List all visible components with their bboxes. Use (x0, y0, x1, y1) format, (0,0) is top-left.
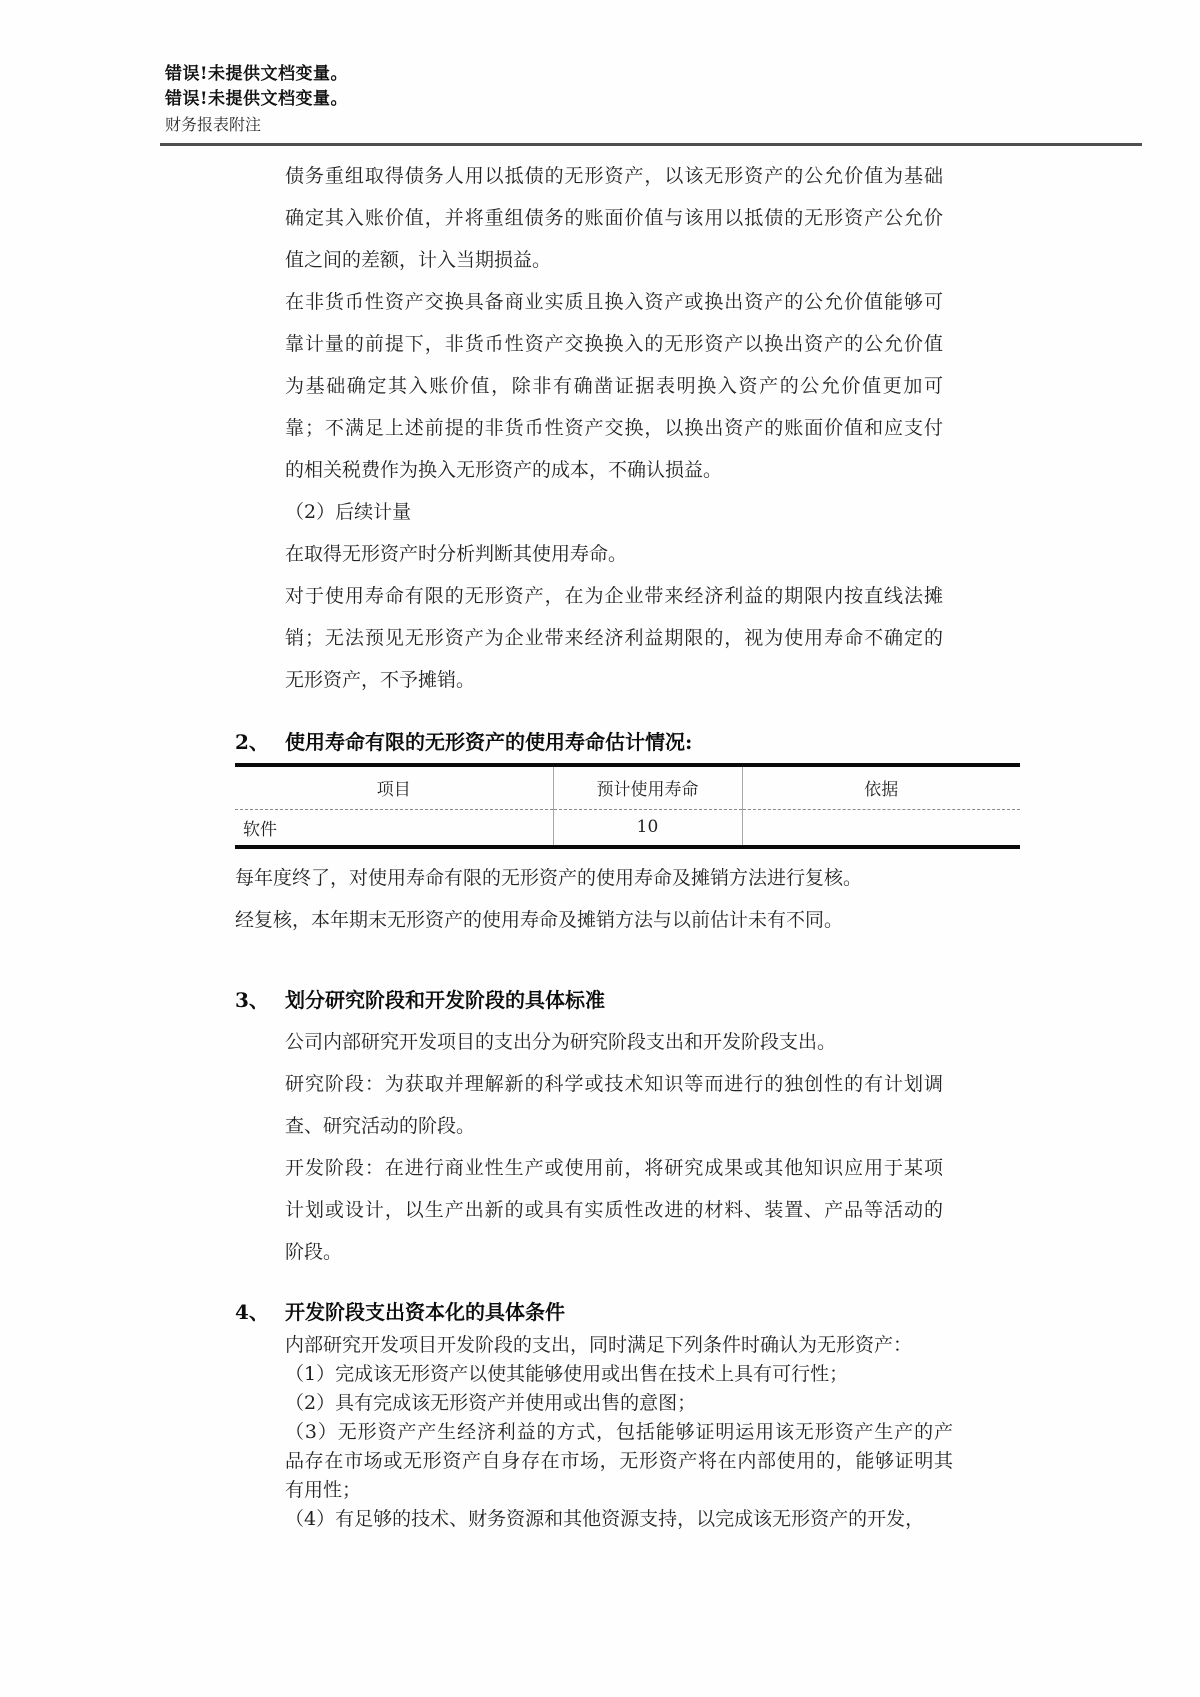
header-error-line-1: 错误!未提供文档变量。 (165, 64, 348, 84)
section-3-number: 3、 (235, 988, 269, 1012)
section-4-title: 开发阶段支出资本化的具体条件 (285, 1300, 565, 1324)
text-line: 研究阶段：为获取并理解新的科学或技术知识等而进行的独创性的有计划调 (285, 1073, 943, 1095)
text-line: 无形资产，不予摊销。 (285, 669, 476, 691)
table-cell-estimated-life: 10 (553, 809, 742, 847)
text-line: 确定其入账价值，并将重组债务的账面价值与该用以抵债的无形资产公允价 (285, 207, 943, 229)
section-2-number: 2、 (235, 730, 269, 754)
section-4-heading (235, 1299, 1020, 1325)
paragraph-condition-4 (285, 1505, 953, 1534)
text-line: 在非货币性资产交换具备商业实质且换入资产或换出资产的公允价值能够可 (285, 291, 943, 313)
text-line: 值之间的差额，计入当期损益。 (285, 249, 552, 271)
paragraph-nonmonetary-exchange (285, 281, 943, 491)
paragraph-condition-2 (285, 1389, 953, 1418)
text-line: 公司内部研究开发项目的支出分为研究阶段支出和开发阶段支出。 (285, 1031, 837, 1053)
section-2-title: 使用寿命有限的无形资产的使用寿命估计情况: (285, 730, 693, 754)
useful-life-table (235, 763, 1020, 849)
section-4-number: 4、 (235, 1300, 269, 1324)
text-line: 销；无法预见无形资产为企业带来经济利益期限的，视为使用寿命不确定的 (285, 627, 943, 649)
text-line: 查、研究活动的阶段。 (285, 1115, 476, 1137)
text-line: 的相关税费作为换入无形资产的成本，不确认损益。 (285, 459, 723, 481)
text-line: 阶段。 (285, 1241, 343, 1263)
paragraph-useful-life-analysis (285, 533, 943, 575)
text-line: 在取得无形资产时分析判断其使用寿命。 (285, 543, 628, 565)
header-divider-rule (160, 143, 1142, 146)
paragraph-capitalization-intro (285, 1331, 953, 1360)
text-line: 计划或设计，以生产出新的或具有实质性改进的材料、装置、产品等活动的 (285, 1199, 943, 1221)
paragraph-rd-expenditure-split (285, 1021, 943, 1063)
text-line: （1）完成该无形资产以使其能够使用或出售在技术上具有可行性； (285, 1363, 849, 1385)
header-subtitle: 财务报表附注 (165, 115, 262, 134)
paragraph-subsequent-measurement-label (285, 491, 943, 533)
text-line: 靠；不满足上述前提的非货币性资产交换，以换出资产的账面价值和应支付 (285, 417, 943, 439)
section-3-heading (235, 987, 1020, 1013)
paragraph-research-phase (285, 1063, 943, 1147)
table-header-basis: 依据 (742, 765, 1020, 809)
paragraph-amortization-method (285, 575, 943, 701)
text-line: 内部研究开发项目开发阶段的支出，同时满足下列条件时确认为无形资产： (285, 1334, 913, 1356)
text-line: （3）无形资产产生经济利益的方式，包括能够证明运用该无形资产生产的产 (285, 1421, 953, 1443)
table-row-software (235, 809, 1020, 847)
paragraph-condition-3 (285, 1418, 953, 1505)
header-error-line-2: 错误!未提供文档变量。 (165, 89, 348, 109)
paragraph-condition-1 (285, 1360, 953, 1389)
table-header-row (235, 765, 1020, 809)
paragraph-development-phase (285, 1147, 943, 1273)
text-line: 品存在市场或无形资产自身存在市场，无形资产将在内部使用的，能够证明其 (285, 1450, 953, 1472)
text-line: （2）具有完成该无形资产并使用或出售的意图； (285, 1392, 697, 1414)
text-line: 开发阶段：在进行商业性生产或使用前，将研究成果或其他知识应用于某项 (285, 1157, 943, 1179)
note-annual-review: 每年度终了，对使用寿命有限的无形资产的使用寿命及摊销方法进行复核。 (235, 867, 863, 889)
section-2-heading (235, 729, 1020, 755)
text-line: 为基础确定其入账价值，除非有确凿证据表明换入资产的公允价值更加可 (285, 375, 943, 397)
document-header (165, 62, 348, 137)
text-line: （2）后续计量 (285, 501, 412, 523)
section-3-title: 划分研究阶段和开发阶段的具体标准 (285, 988, 605, 1012)
text-line: 对于使用寿命有限的无形资产，在为企业带来经济利益的期限内按直线法摊 (285, 585, 943, 607)
table-cell-basis (742, 809, 1020, 847)
paragraph-debt-restructuring (285, 155, 943, 281)
table-header-item: 项目 (235, 765, 553, 809)
document-body (235, 155, 1020, 1534)
text-line: 债务重组取得债务人用以抵债的无形资产，以该无形资产的公允价值为基础 (285, 165, 943, 187)
text-line: 有用性； (285, 1479, 362, 1501)
text-line: 靠计量的前提下，非货币性资产交换换入的无形资产以换出资产的公允价值 (285, 333, 943, 355)
note-review-result: 经复核，本年期末无形资产的使用寿命及摊销方法与以前估计未有不同。 (235, 909, 844, 931)
table-header-estimated-life: 预计使用寿命 (553, 765, 742, 809)
table-cell-item: 软件 (235, 809, 553, 847)
text-line: （4）有足够的技术、财务资源和其他资源支持，以完成该无形资产的开发， (285, 1508, 925, 1530)
